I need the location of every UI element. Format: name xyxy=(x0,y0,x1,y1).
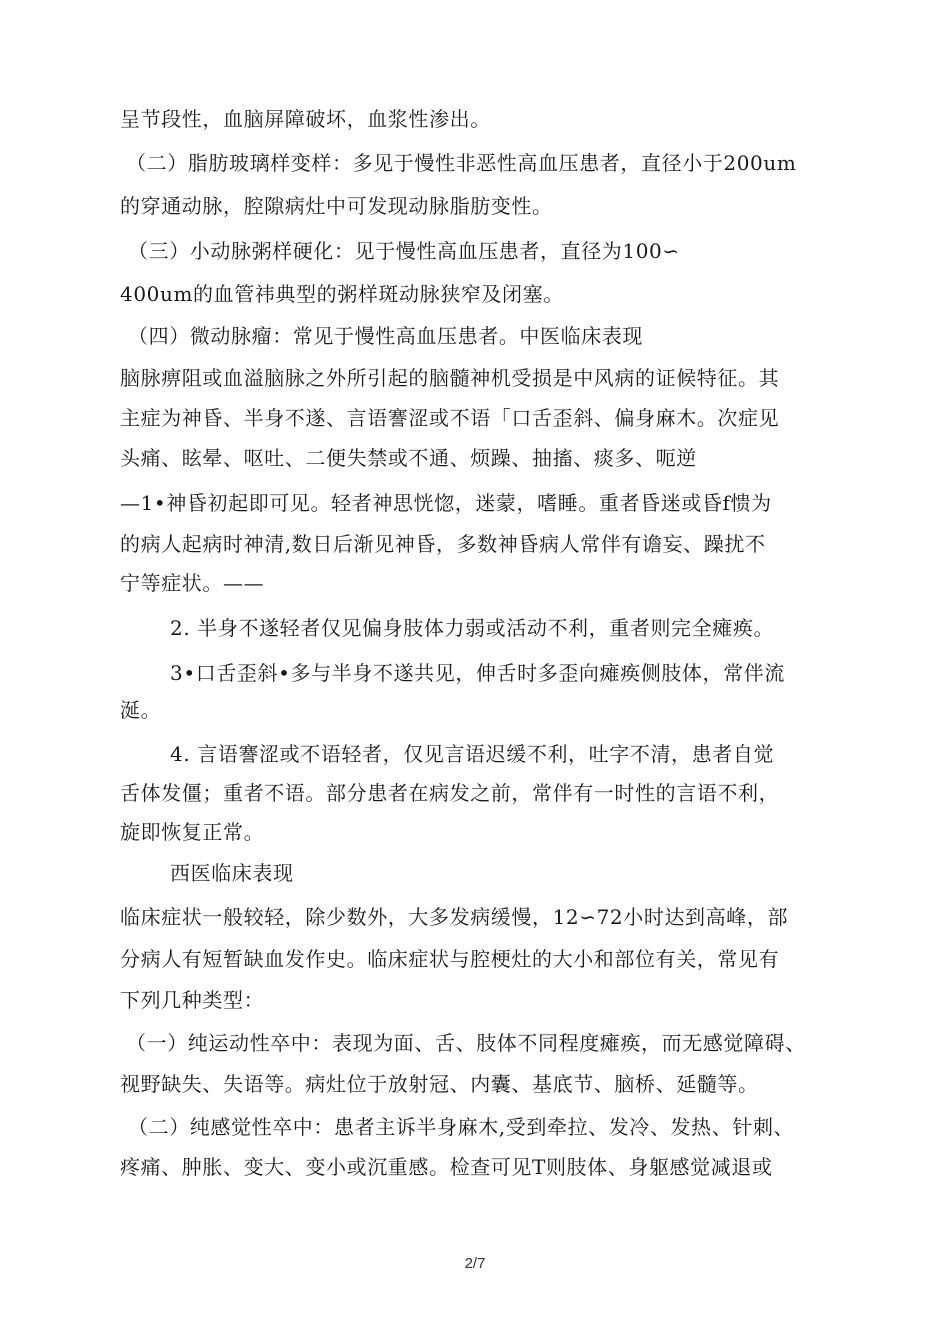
text-line: 视野缺失、失语等。病灶位于放射冠、内囊、基底节、脑桥、延髓等。 xyxy=(120,1072,759,1096)
section-heading: 西医临床表现 xyxy=(170,861,294,885)
text-line: （二）脂肪玻璃样变样：多见于慢性非恶性高血压患者，直径小于200um xyxy=(126,151,797,175)
text-line: 涎。 xyxy=(120,698,162,722)
text-line: 头痛、眩晕、呕吐、二便失禁或不通、烦躁、抽搐、痰多、呃逆 xyxy=(120,446,697,470)
text-line: 呈节段性，血脑屏障破坏，血浆性渗出。 xyxy=(120,107,491,131)
text-line: （四）微动脉瘤：常见于慢性高血压患者。中医临床表现 xyxy=(128,324,643,348)
text-line: 2. 半身不遂轻者仅见偏身肢体力弱或活动不利，重者则完全瘫痪。 xyxy=(170,616,775,640)
text-line: 分病人有短暂缺血发作史。临床症状与腔梗灶的大小和部位有关，常见有 xyxy=(120,947,780,971)
text-line: 4. 言语謇涩或不语轻者，仅见言语迟缓不利，吐字不清，患者自觉 xyxy=(170,742,775,766)
text-line: （一）纯运动性卒中：表现为面、舌、肢体不同程度瘫痪，而无感觉障碍、 xyxy=(126,1031,806,1055)
text-line: 临床症状一般较轻，除少数外，大多发病缓慢，12∽72小时达到高峰，部 xyxy=(120,905,789,929)
text-line: 宁等症状。—— xyxy=(120,571,265,595)
text-line: 舌体发僵；重者不语。部分患者在病发之前，常伴有一时性的言语不利， xyxy=(120,781,780,805)
text-line: —1•神昏初起即可见。轻者神思恍惚，迷蒙，嗜睡。重者昏迷或昏f愦为 xyxy=(120,491,772,515)
text-line: 400um的血管祎典型的粥样斑动脉狭窄及闭塞。 xyxy=(120,282,564,306)
text-line: 的病人起病时神清,数日后渐见神昏，多数神昏病人常伴有谵妄、躁扰不 xyxy=(120,532,766,556)
text-line: 旋即恢复正常。 xyxy=(120,820,265,844)
text-line: 主症为神昏、半身不遂、言语謇涩或不语「口舌歪斜、偏身麻木。次症见 xyxy=(120,406,780,430)
text-line: 下列几种类型： xyxy=(120,988,265,1012)
page-number: 2/7 xyxy=(464,1255,486,1272)
text-line: （三）小动脉粥样硬化：见于慢性高血压患者，直径为100∽ xyxy=(128,239,680,263)
text-line: 疼痛、肿胀、变大、变小或沉重感。检查可见T则肢体、身躯感觉减退或 xyxy=(120,1155,773,1179)
text-line: 3•口舌歪斜•多与半身不遂共见，伸舌时多歪向瘫痪侧肢体，常伴流 xyxy=(170,661,785,685)
text-line: 脑脉痹阻或血溢脑脉之外所引起的脑髓神机受损是中风病的证候特征。其 xyxy=(120,366,780,390)
text-line: 的穿通动脉，腔隙病灶中可发现动脉脂肪变性。 xyxy=(120,194,553,218)
text-line: （二）纯感觉性卒中：患者主诉半身麻木,受到牵拉、发冷、发热、针刺、 xyxy=(128,1115,795,1139)
